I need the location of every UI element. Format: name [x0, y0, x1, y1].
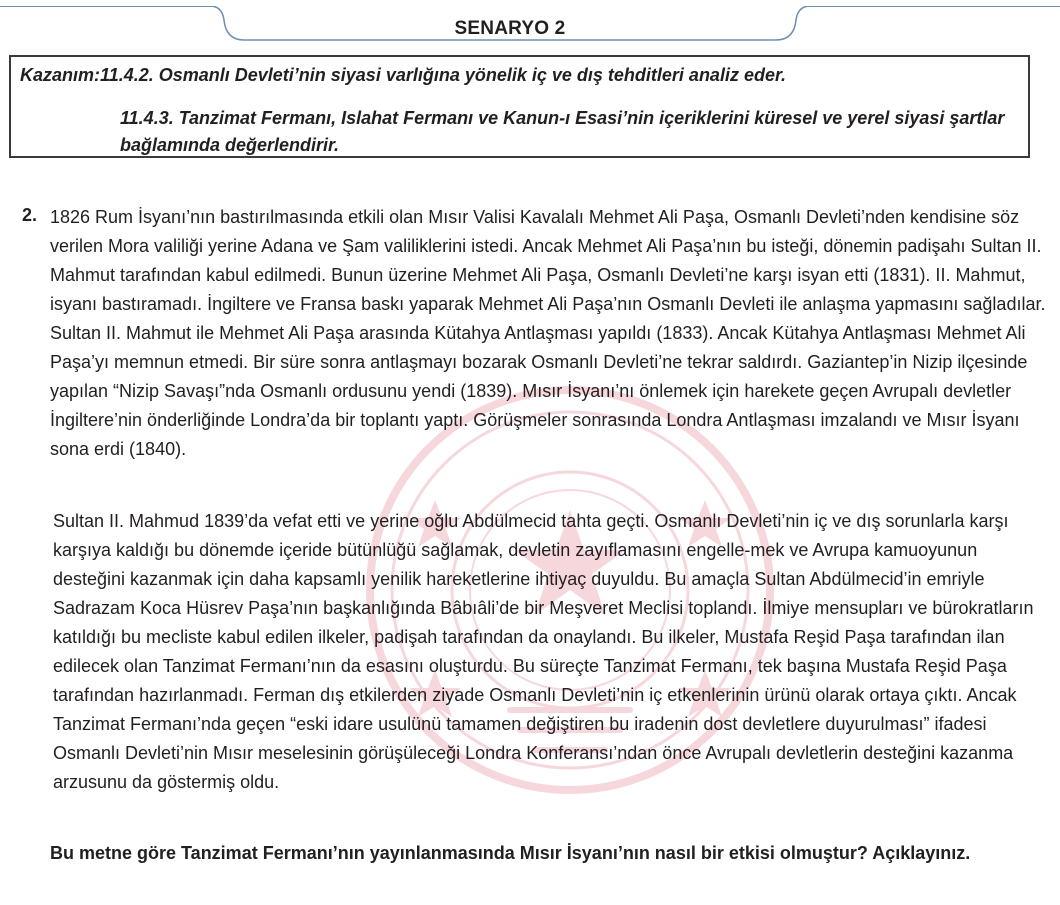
paragraph-2: Sultan II. Mahmud 1839’da vefat etti ve yerine oğlu Abdülmecid tahta geçti. Osmanlı Devleti’nin iç ve dış sorunlarla karşı karşıya kaldığı bu dönemde içeride bütünlüğü sağlamak, devletin zayıflamasını engelle-mek ve Avrupa kamuoyunun desteğini kazanmak için daha kapsamlı yenilik hareketlerine ihtiyaç duyuldu. Bu amaçla Sultan Abdülmecid’in emriyle Sadrazam Koca Hüsrev Paşa’nın başkanlığında Bâbıâli’de bir Meşveret Meclisi toplandı. İlmiye mensupları ve bürokratların katıldığı bu mecliste kabul edilen ilkeler, padişah tarafından da onaylandı. Bu ilkeler, Mustafa Reşid Paşa tarafından ilan edilecek olan Tanzimat Fermanı’nın da esasını oluşturdu. Bu süreçte Tanzimat Fermanı, tek başına Mustafa Reşid Paşa tarafından hazırlanmadı. Ferman dış etkilerden ziyade Osmanlı Devleti’nin iç etkenlerinin ürünü olarak ortaya çıktı. Ancak Tanzimat Fermanı’nda geçen “eski idare usulünü tamamen değiştiren bu iradenin dost devletlere duyurulması” ifadesi Osmanlı Devleti’nin Mısır meselesinin görüşüleceği Londra Konferansı’ndan önce Avrupalı devletlerin desteğini kazanma arzusunu da göstermiş oldu.	[53, 511, 1034, 792]
question-prompt: Bu metne göre Tanzimat Fermanı’nın yayınlanmasında Mısır İsyanı’nın nasıl bir etkisi olmuştur? Açıklayınız.	[50, 843, 971, 863]
learning-outcome-1: Kazanım:11.4.2. Osmanlı Devleti’nin siyasi varlığına yönelik iç ve dış tehditleri analiz eder.	[20, 65, 786, 85]
paragraph-1: 1826 Rum İsyanı’nın bastırılmasında etkili olan Mısır Valisi Kavalalı Mehmet Ali Paşa, Osmanlı Devleti’nden kendisine söz verilen Mora valiliği yerine Adana ve Şam valiliklerini istedi. Ancak Mehmet Ali Paşa’nın bu isteği, dönemin padişahı Sultan II. Mahmut tarafından kabul edilmedi. Bunun üzerine Mehmet Ali Paşa, Osmanlı Devleti’ne karşı isyan etti (1831). II. Mahmut, isyanı bastıramadı. İngiltere ve Fransa baskı yaparak Mehmet Ali Paşa’nın Osmanlı Devleti ile anlaşma yapmasını sağladılar. Sultan II. Mahmut ile Mehmet Ali Paşa arasında Kütahya Antlaşması yapıldı (1833). Ancak Kütahya Antlaşması Mehmet Ali Paşa’yı memnun etmedi. Bir süre sonra antlaşmayı bozarak Osmanlı Devleti’ne tekrar saldırdı. Gaziantep’in Nizip ilçesinde yapılan “Nizip Savaşı”nda Osmanlı ordusunu yendi (1839). Mısır İsyanı’nı önlemek için harekete geçen Avrupalı devletler İngiltere’nin önderliğinde Londra’da bir toplantı yaptı. Görüşmeler sonrasında Londra Antlaşması imzalandı ve Mısır İsyanı sona erdi (1840).	[50, 207, 1046, 459]
learning-outcome-2: 11.4.3. Tanzimat Fermanı, Islahat Fermanı ve Kanun-ı Esasi’nin içeriklerini küresel ve yerel siyasi şartlar bağlamında değerlendirir.	[120, 108, 1005, 155]
question-number: 2.	[22, 205, 38, 225]
scenario-title: SENARYO 2	[454, 18, 566, 39]
